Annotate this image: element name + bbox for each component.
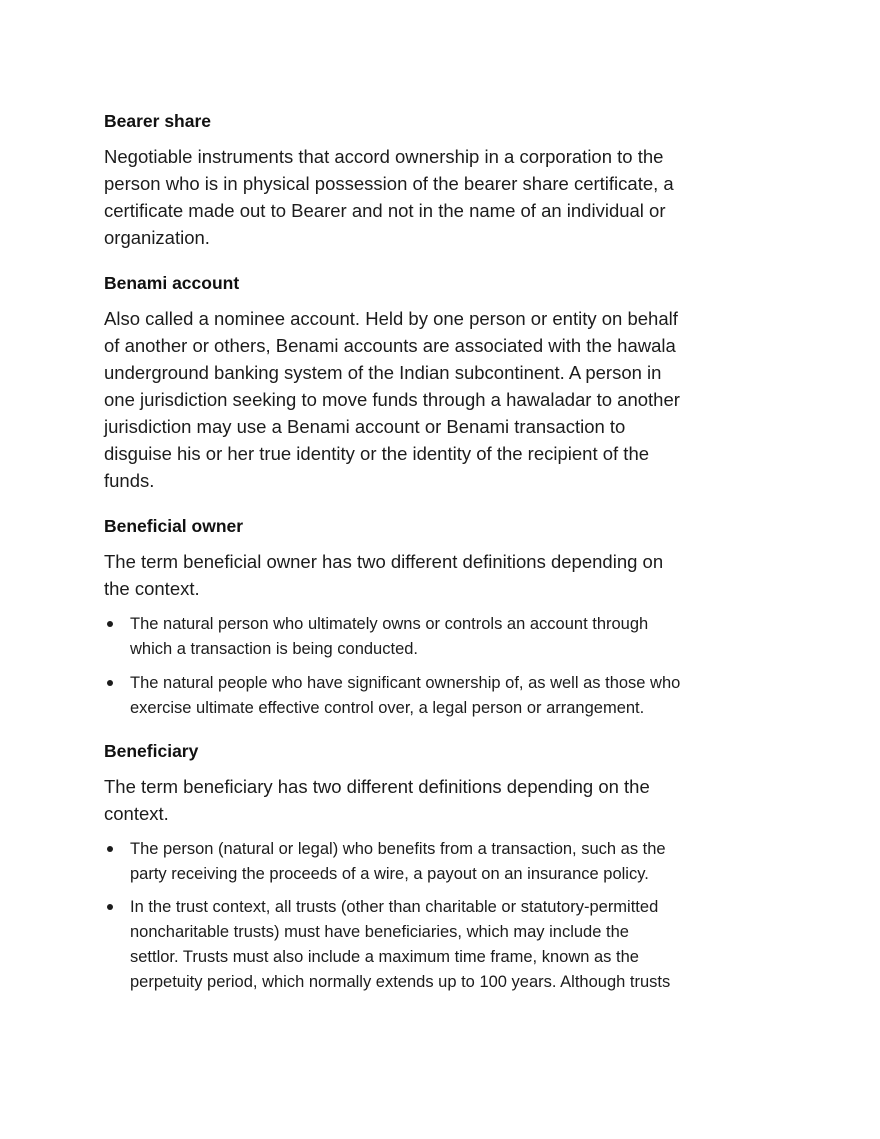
bullet-icon: [107, 846, 113, 852]
text-line: Negotiable instruments that accord ownership in a corporation to the: [104, 146, 664, 167]
text-line: noncharitable trusts) must have beneficiaries, which may include the: [130, 923, 629, 941]
text-line: funds.: [104, 470, 155, 491]
text-line: organization.: [104, 227, 210, 248]
text-line: The natural person who ultimately owns or controls an account through: [130, 615, 649, 633]
text-line: exercise ultimate effective control over, a legal person or arrangement.: [130, 699, 645, 717]
definition-paragraph: [104, 305, 680, 494]
bullet-icon: [107, 680, 113, 686]
term-heading: Benami account: [104, 273, 240, 293]
text-line: party receiving the proceeds of a wire, a payout on an insurance policy.: [130, 865, 649, 883]
text-line: jurisdiction may use a Benami account or Benami transaction to: [104, 416, 626, 437]
text-line: Also called a nominee account. Held by one person or entity on behalf: [104, 308, 678, 329]
term-heading: Beneficiary: [104, 741, 199, 761]
text-line: The person (natural or legal) who benefits from a transaction, such as the: [130, 840, 666, 858]
definition-paragraph: [104, 143, 674, 251]
text-line: In the trust context, all trusts (other than charitable or statutory-permitted: [130, 898, 659, 916]
text-line: person who is in physical possession of the bearer share certificate, a: [104, 173, 674, 194]
text-line: The term beneficial owner has two different definitions depending on: [104, 551, 664, 572]
text-line: the context.: [104, 578, 200, 599]
definition-paragraph: [104, 773, 650, 827]
text-line: context.: [104, 803, 169, 824]
text-line: underground banking system of the Indian subcontinent. A person in: [104, 362, 662, 383]
text-line: certificate made out to Bearer and not in the name of an individual or: [104, 200, 666, 221]
text-line: settlor. Trusts must also include a maximum time frame, known as the: [130, 948, 639, 966]
bullet-icon: [107, 904, 113, 910]
text-line: The term beneficiary has two different definitions depending on the: [104, 776, 650, 797]
term-heading: Bearer share: [104, 111, 212, 131]
text-line: which a transaction is being conducted.: [130, 640, 419, 658]
text-line: perpetuity period, which normally extends up to 100 years. Although trusts: [130, 973, 671, 991]
bullet-icon: [107, 621, 113, 627]
text-line: one jurisdiction seeking to move funds through a hawaladar to another: [104, 389, 680, 410]
text-line: The natural people who have significant ownership of, as well as those who: [130, 674, 681, 692]
text-line: of another or others, Benami accounts are associated with the hawala: [104, 335, 676, 356]
definition-paragraph: [104, 548, 663, 602]
term-heading: Beneficial owner: [104, 516, 244, 536]
text-line: disguise his or her true identity or the identity of the recipient of the: [104, 443, 650, 464]
